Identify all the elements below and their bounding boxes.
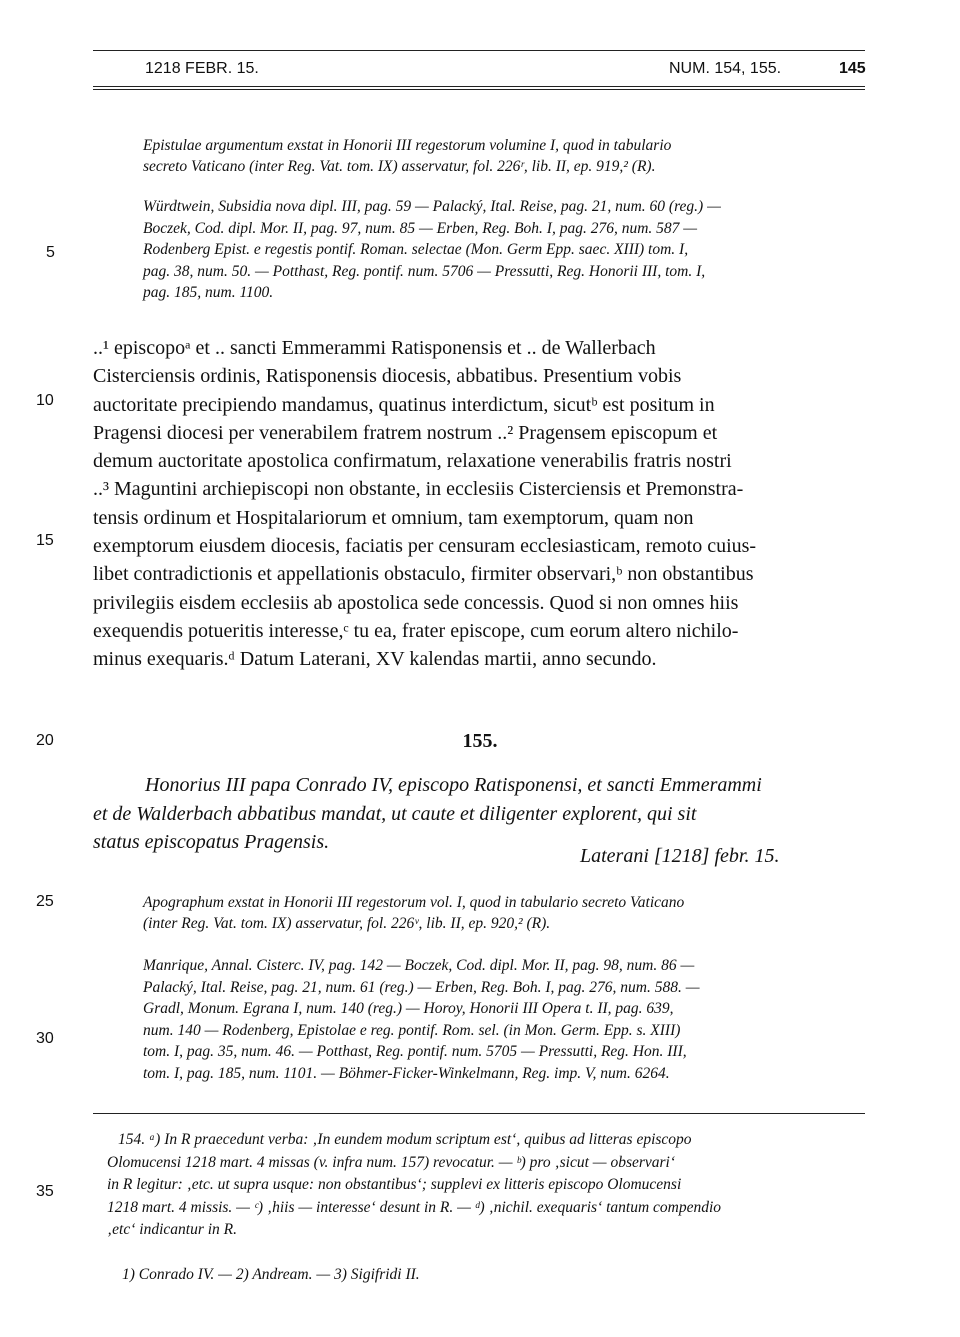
footnote-line: Olomucensi 1218 mart. 4 missas (v. infra num. 157) revocatur. — ᵇ) pro ‚sicut — observari‘ xyxy=(107,1153,676,1171)
doc154-source-note xyxy=(143,135,868,177)
line-number: 10 xyxy=(36,392,54,409)
header-date: 1218 FEBR. 15. xyxy=(145,60,259,77)
text-line: ..¹ episcopoᵃ et .. sancti Emmerammi Ratisponensis et .. de Wallerbach xyxy=(93,337,656,359)
footnote-line: 154. ᵃ) In R praecedunt verba: ‚In eundem modum scriptum est‘, quibus ad litteras episcopo xyxy=(118,1131,692,1148)
line-number: 25 xyxy=(36,893,54,910)
header-bottom-rule-double xyxy=(93,89,865,90)
text-line: demum auctoritate apostolica confirmatum, relaxatione venerabilis fratris nostri xyxy=(93,450,732,473)
doc155-summary xyxy=(93,771,868,857)
line-number: 30 xyxy=(36,1030,54,1047)
text-line: privilegiis eisdem ecclesiis ab apostolica sede concessis. Quod si non omnes hiis xyxy=(93,591,739,614)
note-line: (inter Reg. Vat. tom. IX) asservatur, fol. 226ᵛ, lib. II, ep. 920,² (R). xyxy=(143,915,551,932)
doc154-bibliography xyxy=(143,196,868,304)
line-number: 20 xyxy=(36,732,54,749)
bibliography-line: Gradl, Monum. Egrana I, num. 140 (reg.) — Horoy, Honorii III Opera t. II, pag. 639, xyxy=(143,1000,674,1018)
line-number: 5 xyxy=(46,244,55,261)
header-bottom-rule xyxy=(93,86,865,87)
bibliography-line: Boczek, Cod. dipl. Mor. II, pag. 97, num. 85 — Erben, Reg. Boh. I, pag. 276, num. 587 — xyxy=(143,219,698,237)
doc155-dateline: Laterani [1218] febr. 15. xyxy=(580,845,780,867)
bibliography-line: pag. 38, num. 50. — Potthast, Reg. pontif. num. 5706 — Pressutti, Reg. Honorii III, tom. I, xyxy=(143,262,706,280)
text-line: exemptorum eiusdem diocesis, faciatis per censuram ecclesiasticam, remoto cuius- xyxy=(93,535,757,558)
bibliography-line: num. 140 — Rodenberg, Epistolae e reg. pontif. Rom. sel. (in Mon. Germ. Epp. s. XIII) xyxy=(143,1021,681,1039)
text-line: libet contradictionis et appellationis obstaculo, firmiter observari,ᵇ non obstantibus xyxy=(93,563,754,586)
text-line: exequendis potueritis interesse,ᶜ tu ea, frater episcope, cum eorum altero nichilo- xyxy=(93,619,739,642)
text-line: Pragensi diocesi per venerabilem fratrem nostrum ..² Pragensem episcopum et xyxy=(93,421,718,444)
summary-line: status episcopatus Pragensis. xyxy=(93,831,330,853)
footnote-line: 1218 mart. 4 missis. — ᶜ) ‚hiis — interesse‘ desunt in R. — ᵈ) ‚nichil. exequaris‘ tantum compendio xyxy=(107,1198,722,1216)
bibliography-line: tom. I, pag. 35, num. 46. — Potthast, Reg. pontif. num. 5705 — Pressutti, Reg. Hon. III, xyxy=(143,1043,687,1061)
bibliography-line: pag. 185, num. 1100. xyxy=(143,284,274,301)
name-footnotes xyxy=(122,1264,882,1287)
doc154-main-text xyxy=(93,334,867,674)
bibliography-line: Rodenberg Epist. e regestis pontif. Roman. selectae (Mon. Germ Epp. saec. XIII) tom. I, xyxy=(143,241,689,258)
note-line: secreto Vaticano (inter Reg. Vat. tom. IX) asservatur, fol. 226ʳ, lib. II, ep. 919,² (R). xyxy=(143,158,656,175)
note-line: Apographum exstat in Honorii III regestorum vol. I, quod in tabulario secreto Vaticano xyxy=(143,894,685,911)
bibliography-line: Palacký, Ital. Reise, pag. 21, num. 61 (reg.) — Erben, Reg. Boh. I, pag. 276, num. 588. — xyxy=(143,978,700,996)
bibliography-line: Würdtwein, Subsidia nova dipl. III, pag. 59 — Palacký, Ital. Reise, pag. 21, num. 60 (reg.) — xyxy=(143,198,721,215)
bibliography-line: Manrique, Annal. Cisterc. IV, pag. 142 — Boczek, Cod. dipl. Mor. II, pag. 98, num. 86 — xyxy=(143,957,695,974)
doc155-bibliography xyxy=(143,955,868,1085)
doc155-number: 155. xyxy=(462,730,498,752)
line-number: 15 xyxy=(36,532,54,549)
footnote-line: ‚etc‘ indicantur in R. xyxy=(107,1221,237,1239)
summary-line: et de Walderbach abbatibus mandat, ut caute et diligenter explorent, qui sit xyxy=(93,802,697,825)
note-line: Epistulae argumentum exstat in Honorii III regestorum volumine I, quod in tabulario xyxy=(143,137,672,154)
summary-line: Honorius III papa Conrado IV, episcopo Ratisponensi, et sancti Emmerammi xyxy=(145,774,762,796)
text-line: Cisterciensis ordinis, Ratisponensis diocesis, abbatibus. Presentium vobis xyxy=(93,365,682,388)
line-number: 35 xyxy=(36,1183,54,1200)
text-line: tensis ordinum et Hospitalariorum et omnium, tam exemptorum, quam non xyxy=(93,506,694,529)
critical-apparatus xyxy=(107,1129,867,1242)
text-line: ..³ Maguntini archiepiscopi non obstante, in ecclesiis Cisterciensis et Premonstra- xyxy=(93,478,744,501)
names-line: 1) Conrado IV. — 2) Andream. — 3) Sigifridi II. xyxy=(122,1266,420,1283)
footnote-separator xyxy=(93,1113,865,1114)
header-doc-numbers: NUM. 154, 155. xyxy=(669,60,782,77)
header-top-rule xyxy=(93,50,865,51)
bibliography-line: tom. I, pag. 185, num. 1101. — Böhmer-Ficker-Winkelmann, Reg. imp. V, num. 6264. xyxy=(143,1064,670,1082)
text-line: auctoritate precipiendo mandamus, quatinus interdictum, sicutᵇ est positum in xyxy=(93,393,715,416)
doc155-source-note xyxy=(143,892,868,934)
page-number: 145 xyxy=(839,60,866,77)
footnote-line: in R legitur: ‚etc. ut supra usque: non obstantibus‘; supplevi ex litteris episcopo Olomucensi xyxy=(107,1176,682,1194)
text-line: minus exequaris.ᵈ Datum Laterani, XV kalendas martii, anno secundo. xyxy=(93,648,657,671)
running-header xyxy=(93,56,865,84)
